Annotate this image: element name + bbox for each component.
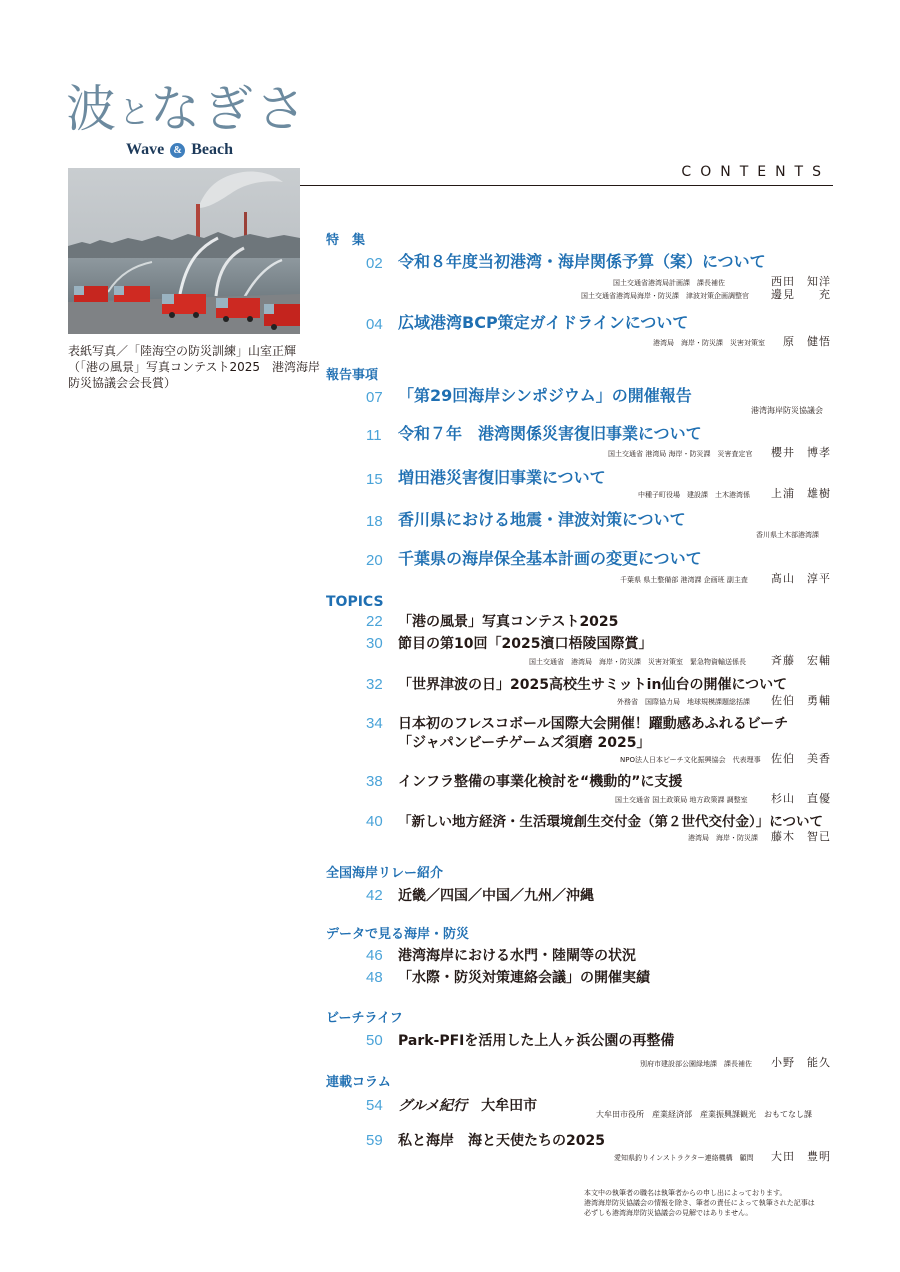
page-number: 02 (366, 255, 383, 272)
logo-char-to: と (119, 95, 150, 131)
article-title[interactable]: 「水際・防災対策連絡会議」の開催実績 (398, 970, 650, 986)
logo-amp-badge: & (170, 143, 185, 158)
author-name: 杉山 直優 (771, 792, 831, 805)
article-title-line2[interactable]: 「ジャパンビーチゲームズ須磨 2025」 (398, 735, 651, 751)
column-title: 大牟田市 (481, 1098, 538, 1114)
author-affiliation: 千葉県 県土整備部 港湾課 企画班 副主査 (620, 576, 748, 584)
cover-caption-line: 表紙写真／「陸海空の防災訓練」山室正輝 (68, 344, 297, 358)
page-number: 46 (366, 947, 383, 964)
page-number: 18 (366, 513, 383, 530)
author-name: 大田 豊明 (771, 1150, 831, 1163)
section-heading-reports: 報告事項 (326, 368, 379, 383)
page-number: 20 (366, 552, 383, 569)
author-name: 斉藤 宏輔 (771, 654, 831, 667)
section-heading-column: 連載コラム (326, 1075, 391, 1090)
page-number: 15 (366, 471, 383, 488)
author-name: 佐伯 勇輔 (771, 694, 831, 707)
article-title[interactable]: 「港の風景」写真コンテスト2025 (398, 614, 619, 630)
column-series-name: 私と海岸 (398, 1133, 454, 1149)
cover-photo (68, 168, 300, 334)
article-title[interactable]: 日本初のフレスコボール国際大会開催！躍動感あふれるビーチ (398, 716, 789, 732)
author-affiliation: 国土交通省港湾局海岸・防災課 津波対策企画調整官 (581, 292, 749, 300)
page-number: 48 (366, 969, 383, 986)
cover-photo-illustration (68, 168, 300, 334)
author-affiliation: 香川県土木部港湾課 (756, 531, 819, 539)
article-title[interactable]: 増田港災害復旧事業について (398, 468, 606, 487)
notice-line: 港湾海岸防災協議会の情報を除き、筆者の責任によって執筆された記事は (584, 1199, 815, 1207)
article-title[interactable]: 令和８年度当初港湾・海岸関係予算（案）について (398, 252, 766, 271)
author-affiliation: 大牟田市役所 産業経済部 産業振興課観光 おもてなし課 (596, 1110, 812, 1119)
article-title[interactable]: 香川県における地震・津波対策について (398, 510, 686, 529)
section-heading-relay: 全国海岸リレー紹介 (326, 866, 444, 881)
author-name: 上浦 雄樹 (771, 487, 831, 500)
editorial-notice (584, 1188, 815, 1218)
author-affiliation: 国土交通省 国土政策局 地方政策課 調整室 (615, 796, 748, 804)
contents-heading: CONTENTS (681, 164, 830, 180)
column-title: 海と天使たちの2025 (468, 1133, 605, 1149)
page-number: 42 (366, 887, 383, 904)
article-title[interactable]: 「新しい地方経済・生活環境創生交付金（第２世代交付金）」について (398, 814, 823, 830)
author-name: 佐伯 美香 (771, 752, 831, 765)
author-affiliation: 国土交通省 港湾局 海岸・防災課 災害査定官 (608, 450, 753, 458)
cover-caption-line: 防災協議会会長賞） (68, 376, 177, 390)
section-heading-feature: 特 集 (326, 233, 366, 248)
header-rule (300, 185, 833, 186)
author-name: 藤木 智已 (771, 830, 831, 843)
article-title[interactable] (398, 1132, 605, 1150)
logo-subtitle-wave: Wave (126, 141, 165, 158)
page-number: 04 (366, 316, 383, 333)
author-affiliation: 港湾局 海岸・防災課 (688, 834, 758, 842)
page-number: 40 (366, 813, 383, 830)
author-affiliation: 愛知県釣りインストラクター連絡機構 顧問 (614, 1154, 754, 1162)
author-affiliation: 外務省 国際協力局 地球規模課題総括課 (617, 698, 750, 706)
section-heading-data: データで見る海岸・防災 (326, 927, 470, 942)
author-affiliation: NPO法人日本ビーチ文化振興協会 代表理事 (620, 756, 761, 764)
cover-caption (68, 343, 321, 391)
cover-caption-line: （「港の風景」写真コンテスト2025 港湾海岸 (68, 360, 321, 374)
page-number: 50 (366, 1032, 383, 1049)
page-number: 07 (366, 389, 383, 406)
author-affiliation: 港湾局 海岸・防災課 災害対策室 (653, 339, 765, 347)
page-number: 32 (366, 676, 383, 693)
page-number: 11 (366, 427, 382, 444)
author-name: 原 健悟 (783, 335, 831, 348)
author-name: 櫻井 博孝 (771, 446, 831, 459)
page-number: 59 (366, 1132, 383, 1149)
article-title[interactable]: 近畿／四国／中国／九州／沖縄 (398, 888, 594, 904)
author-name: 邊見 充 (771, 288, 831, 301)
notice-line: 本文中の執筆者の職名は執筆者からの申し出によっております。 (584, 1189, 787, 1197)
article-title[interactable]: 節目の第10回「2025濱口梧陵国際賞」 (398, 636, 653, 652)
page-number: 38 (366, 773, 383, 790)
author-affiliation: 別府市建設部公園緑地課 課長補佐 (640, 1060, 752, 1068)
article-title[interactable]: Park-PFIを活用した上人ヶ浜公園の再整備 (398, 1033, 675, 1049)
article-title[interactable]: 千葉県の海岸保全基本計画の変更について (398, 549, 702, 568)
article-title[interactable]: 「世界津波の日」2025高校生サミットin仙台の開催について (398, 677, 788, 693)
author-name: 小野 能久 (771, 1056, 831, 1069)
page-number: 30 (366, 635, 383, 652)
logo-char-nami: 波 (66, 80, 119, 138)
page-number: 22 (366, 613, 383, 630)
logo-subtitle (126, 141, 233, 159)
section-heading-topics: TOPICS (326, 594, 384, 610)
notice-line: 必ずしも港湾海岸防災協議会の見解ではありません。 (584, 1209, 753, 1217)
logo-char-nagisa: なぎさ (150, 80, 309, 138)
author-affiliation: 国土交通省 港湾局 海岸・防災課 災害対策室 緊急物資輸送係長 (529, 658, 746, 666)
page-number: 34 (366, 715, 383, 732)
page-number: 54 (366, 1097, 383, 1114)
author-name: 西田 知洋 (771, 275, 831, 288)
article-title[interactable]: インフラ整備の事業化検討を“機動的”に支援 (398, 774, 683, 790)
author-affiliation: 中種子町役場 建設課 土木港湾係 (638, 491, 750, 499)
article-title[interactable]: 広域港湾BCP策定ガイドラインについて (398, 313, 689, 332)
logo-subtitle-beach: Beach (191, 141, 233, 158)
article-title[interactable]: 港湾海岸における水門・陸閘等の状況 (398, 948, 636, 964)
magazine-logo (66, 80, 309, 138)
column-series-name: グルメ紀行 (398, 1098, 468, 1114)
article-title[interactable]: 「第29回海岸シンポジウム」の開催報告 (398, 386, 692, 405)
author-name: 髙山 淳平 (771, 572, 831, 585)
section-heading-beachlife: ビーチライフ (326, 1011, 403, 1026)
author-affiliation: 国土交通省港湾局計画課 課長補佐 (613, 279, 725, 287)
article-title[interactable]: 令和７年 港湾関係災害復旧事業について (398, 424, 702, 443)
author-affiliation: 港湾海岸防災協議会 (751, 406, 823, 415)
article-title[interactable] (398, 1097, 537, 1115)
